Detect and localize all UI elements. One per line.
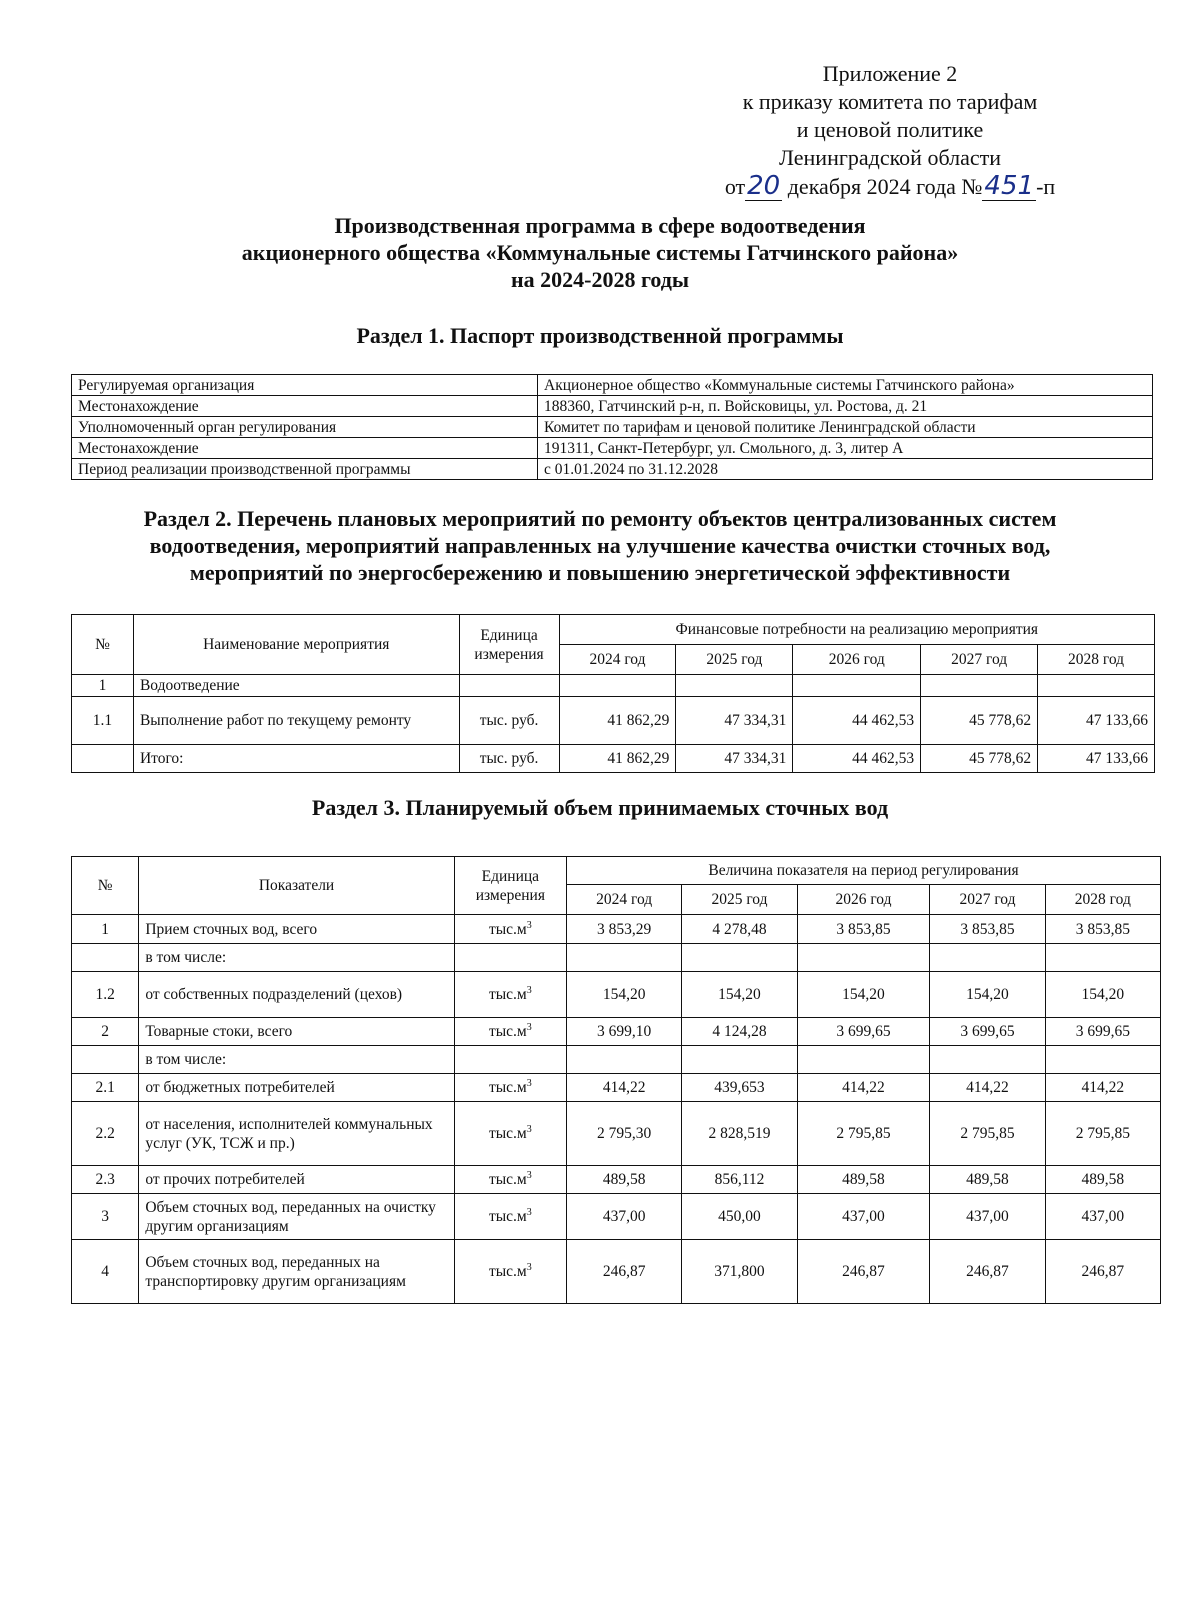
table-row <box>72 697 1155 745</box>
row-value <box>797 1046 930 1074</box>
appendix-date-line <box>680 172 1100 201</box>
table-row <box>72 396 1153 417</box>
row-unit <box>454 1018 566 1046</box>
row-num <box>72 944 139 972</box>
row-num: 2.2 <box>72 1102 139 1166</box>
row-num: 1.1 <box>72 697 134 745</box>
row-value <box>793 675 921 697</box>
header-unit: Единица измерения <box>454 857 566 915</box>
row-value <box>921 675 1038 697</box>
title-line-1: Производственная программа в сфере водоотведения <box>334 213 866 238</box>
row-unit <box>454 1074 566 1102</box>
passport-value: 188360, Гатчинский р-н, п. Войсковицы, ул. Ростова, д. 21 <box>538 396 1153 417</box>
unit-superscript: 3 <box>526 984 532 996</box>
date-prefix: от <box>724 174 746 199</box>
passport-key: Местонахождение <box>72 396 538 417</box>
header-num: № <box>72 615 134 675</box>
unit-text: тыс.м <box>488 1171 527 1188</box>
table-row <box>72 675 1155 697</box>
row-value: 45 778,62 <box>921 745 1038 773</box>
row-name: в том числе: <box>139 944 454 972</box>
section2-heading-line-2: водоотведения, мероприятий направленных на улучшение качества очистки сточных вод, <box>149 533 1051 558</box>
row-name: от населения, исполнителей коммунальных услуг (УК, ТСЖ и пр.) <box>139 1102 454 1166</box>
header-year: 2027 год <box>930 885 1045 915</box>
row-value <box>559 675 676 697</box>
row-unit <box>454 1046 566 1074</box>
section1-heading: Раздел 1. Паспорт производственной программы <box>356 323 844 348</box>
row-unit <box>454 1240 566 1304</box>
header-group: Финансовые потребности на реализацию мероприятия <box>559 615 1154 645</box>
table-row <box>72 1102 1161 1166</box>
section2-heading <box>100 505 1100 586</box>
row-value <box>1045 944 1160 972</box>
row-name: от прочих потребителей <box>139 1166 454 1194</box>
passport-key: Местонахождение <box>72 438 538 459</box>
row-value: 47 133,66 <box>1038 745 1155 773</box>
row-value: 4 124,28 <box>682 1018 797 1046</box>
row-num <box>72 745 134 773</box>
date-middle: декабря 2024 года № <box>782 174 983 199</box>
table-row <box>72 1194 1161 1240</box>
row-value <box>1045 1046 1160 1074</box>
document-title <box>100 212 1100 293</box>
header-year: 2024 год <box>566 885 681 915</box>
row-value: 3 853,85 <box>1045 915 1160 944</box>
row-value <box>682 1046 797 1074</box>
appendix-header <box>680 60 1100 201</box>
section3-heading: Раздел 3. Планируемый объем принимаемых сточных вод <box>311 795 889 820</box>
row-value: 489,58 <box>566 1166 681 1194</box>
passport-value: 191311, Санкт-Петербург, ул. Смольного, д. 3, литер А <box>538 438 1153 459</box>
row-unit <box>454 915 566 944</box>
row-value <box>676 675 793 697</box>
header-name: Наименование мероприятия <box>133 615 459 675</box>
row-value: 47 334,31 <box>676 745 793 773</box>
row-value: 414,22 <box>930 1074 1045 1102</box>
table-row <box>72 417 1153 438</box>
passport-value: с 01.01.2024 по 31.12.2028 <box>538 459 1153 480</box>
row-value: 246,87 <box>930 1240 1045 1304</box>
row-value: 45 778,62 <box>921 697 1038 745</box>
row-value: 3 853,29 <box>566 915 681 944</box>
unit-superscript: 3 <box>526 1077 532 1089</box>
row-value <box>566 1046 681 1074</box>
row-num: 3 <box>72 1194 139 1240</box>
header-group: Величина показателя на период регулирования <box>566 857 1160 885</box>
wastewater-volume-table <box>71 856 1161 1304</box>
row-value: 414,22 <box>797 1074 930 1102</box>
row-value: 154,20 <box>797 972 930 1018</box>
header-year: 2028 год <box>1045 885 1160 915</box>
title-line-3: на 2024-2028 годы <box>510 267 690 292</box>
row-value: 437,00 <box>797 1194 930 1240</box>
table-row <box>72 915 1161 944</box>
row-value: 44 462,53 <box>793 697 921 745</box>
row-unit <box>454 972 566 1018</box>
row-name: Прием сточных вод, всего <box>139 915 454 944</box>
row-value: 2 795,85 <box>1045 1102 1160 1166</box>
row-value: 2 795,85 <box>930 1102 1045 1166</box>
row-name: Водоотведение <box>133 675 459 697</box>
unit-text: тыс.м <box>488 986 527 1003</box>
handwritten-day: 20 <box>747 171 781 201</box>
unit-text: тыс.м <box>488 1023 527 1040</box>
table-row <box>72 944 1161 972</box>
number-suffix: -п <box>1036 174 1056 199</box>
table-row <box>72 1046 1161 1074</box>
header-unit: Единица измерения <box>459 615 559 675</box>
row-name: Объем сточных вод, переданных на очистку другим организациям <box>139 1194 454 1240</box>
row-value: 3 853,85 <box>797 915 930 944</box>
row-value: 437,00 <box>566 1194 681 1240</box>
unit-text: тыс.м <box>488 1125 527 1142</box>
row-value: 439,653 <box>682 1074 797 1102</box>
row-value: 2 795,85 <box>797 1102 930 1166</box>
row-name: Объем сточных вод, переданных на транспортировку другим организациям <box>139 1240 454 1304</box>
header-year: 2024 год <box>559 645 676 675</box>
row-value <box>1038 675 1155 697</box>
row-unit <box>454 1166 566 1194</box>
unit-superscript: 3 <box>526 1021 532 1033</box>
table-row <box>72 459 1153 480</box>
row-value: 3 699,65 <box>797 1018 930 1046</box>
table-row <box>72 1074 1161 1102</box>
header-year: 2028 год <box>1038 645 1155 675</box>
header-year: 2027 год <box>921 645 1038 675</box>
row-value: 154,20 <box>682 972 797 1018</box>
unit-superscript: 3 <box>526 1261 532 1273</box>
row-num: 2 <box>72 1018 139 1046</box>
row-value <box>930 1046 1045 1074</box>
row-value: 246,87 <box>566 1240 681 1304</box>
row-unit <box>459 675 559 697</box>
row-num: 2.3 <box>72 1166 139 1194</box>
table-row <box>72 438 1153 459</box>
unit-superscript: 3 <box>526 919 532 931</box>
row-value: 41 862,29 <box>559 697 676 745</box>
row-value: 3 699,65 <box>1045 1018 1160 1046</box>
row-value: 47 334,31 <box>676 697 793 745</box>
row-value: 450,00 <box>682 1194 797 1240</box>
passport-key: Период реализации производственной программы <box>72 459 538 480</box>
row-value: 414,22 <box>566 1074 681 1102</box>
row-value: 489,58 <box>1045 1166 1160 1194</box>
table-row <box>72 1018 1161 1046</box>
row-value: 3 699,65 <box>930 1018 1045 1046</box>
row-value: 489,58 <box>930 1166 1045 1194</box>
row-value: 856,112 <box>682 1166 797 1194</box>
row-value: 371,800 <box>682 1240 797 1304</box>
row-num: 1.2 <box>72 972 139 1018</box>
row-unit <box>454 1102 566 1166</box>
row-value <box>797 944 930 972</box>
row-name: от собственных подразделений (цехов) <box>139 972 454 1018</box>
row-num: 2.1 <box>72 1074 139 1102</box>
unit-text: тыс.м <box>488 1263 527 1280</box>
unit-text: тыс.м <box>488 920 527 938</box>
passport-key: Уполномоченный орган регулирования <box>72 417 538 438</box>
header-year: 2026 год <box>797 885 930 915</box>
table-row <box>72 972 1161 1018</box>
row-value <box>682 944 797 972</box>
table-row <box>72 745 1155 773</box>
row-value: 41 862,29 <box>559 745 676 773</box>
row-value: 414,22 <box>1045 1074 1160 1102</box>
appendix-line-1: Приложение 2 <box>822 61 958 86</box>
row-unit <box>454 1194 566 1240</box>
row-value: 3 853,85 <box>930 915 1045 944</box>
section2-heading-line-1: Раздел 2. Перечень плановых мероприятий по ремонту объектов централизованных систем <box>143 506 1057 531</box>
header-name: Показатели <box>139 857 454 915</box>
row-value: 2 795,30 <box>566 1102 681 1166</box>
unit-superscript: 3 <box>526 1169 532 1181</box>
row-value: 154,20 <box>566 972 681 1018</box>
row-num: 1 <box>72 675 134 697</box>
section2-heading-line-3: мероприятий по энергосбережению и повышению энергетической эффективности <box>189 560 1011 585</box>
row-value <box>566 944 681 972</box>
table-row <box>72 375 1153 396</box>
unit-superscript: 3 <box>526 1206 532 1218</box>
unit-superscript: 3 <box>526 1123 532 1135</box>
row-value: 437,00 <box>930 1194 1045 1240</box>
row-value: 246,87 <box>1045 1240 1160 1304</box>
row-name: Товарные стоки, всего <box>139 1018 454 1046</box>
row-value: 47 133,66 <box>1038 697 1155 745</box>
passport-table <box>71 374 1153 480</box>
row-unit <box>454 944 566 972</box>
title-line-2: акционерного общества «Коммунальные системы Гатчинского района» <box>241 240 959 265</box>
row-value: 154,20 <box>930 972 1045 1018</box>
table-row <box>72 1166 1161 1194</box>
row-unit: тыс. руб. <box>459 697 559 745</box>
appendix-line-3: и ценовой политике <box>796 117 984 142</box>
row-name: в том числе: <box>139 1046 454 1074</box>
table-row <box>72 1240 1161 1304</box>
header-year: 2025 год <box>676 645 793 675</box>
appendix-line-4: Ленинградской области <box>779 145 1001 170</box>
handwritten-order-number: 451 <box>984 171 1035 201</box>
row-value: 2 828,519 <box>682 1102 797 1166</box>
row-name: Итого: <box>133 745 459 773</box>
row-value <box>930 944 1045 972</box>
row-name: от бюджетных потребителей <box>139 1074 454 1102</box>
row-num <box>72 1046 139 1074</box>
row-value: 246,87 <box>797 1240 930 1304</box>
row-value: 3 699,10 <box>566 1018 681 1046</box>
row-unit: тыс. руб. <box>459 745 559 773</box>
header-num: № <box>72 857 139 915</box>
header-year: 2026 год <box>793 645 921 675</box>
row-num: 1 <box>72 915 139 944</box>
passport-value: Акционерное общество «Коммунальные системы Гатчинского района» <box>538 375 1153 396</box>
header-year: 2025 год <box>682 885 797 915</box>
passport-key: Регулируемая организация <box>72 375 538 396</box>
row-value: 489,58 <box>797 1166 930 1194</box>
unit-text: тыс.м <box>488 1208 527 1225</box>
row-value: 154,20 <box>1045 972 1160 1018</box>
appendix-line-2: к приказу комитета по тарифам <box>742 89 1038 114</box>
row-value: 44 462,53 <box>793 745 921 773</box>
row-num: 4 <box>72 1240 139 1304</box>
row-value: 437,00 <box>1045 1194 1160 1240</box>
row-value: 4 278,48 <box>682 915 797 944</box>
unit-text: тыс.м <box>488 1079 527 1096</box>
row-name: Выполнение работ по текущему ремонту <box>133 697 459 745</box>
measures-table <box>71 614 1155 773</box>
passport-value: Комитет по тарифам и ценовой политике Ленинградской области <box>538 417 1153 438</box>
